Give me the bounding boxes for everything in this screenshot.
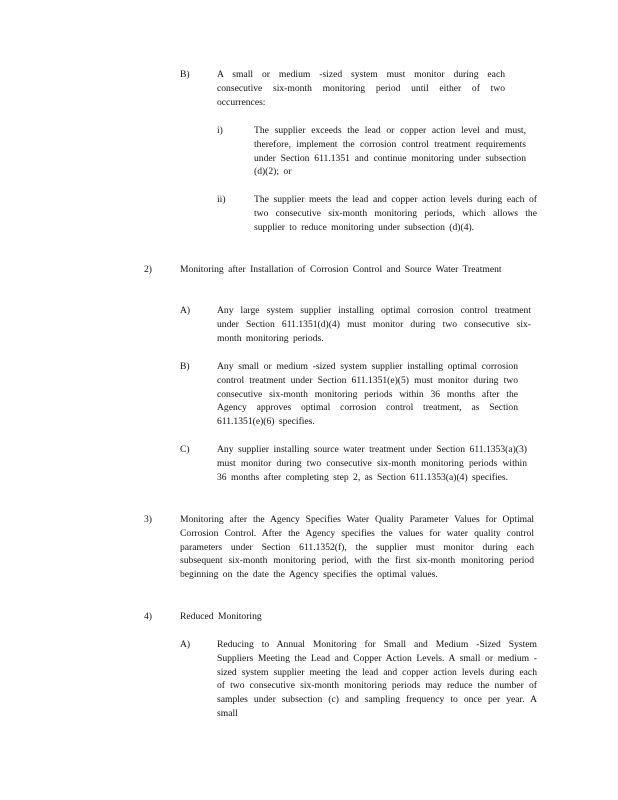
item-label-4a: A) bbox=[180, 639, 191, 650]
section-label-4: 4) bbox=[144, 611, 152, 622]
subitem-text-ii: The supplier meets the lead and copper action levels during each of two consecutive six-month monitoring periods, which allows the supplier to reduce monitoring under subsection (d)(4). bbox=[254, 194, 537, 233]
item-text-2a: Any large system supplier installing optimal corrosion control treatment under Section 611.1351(d)(4) must monitor during two consecutive six-month monitoring periods. bbox=[217, 305, 531, 344]
section-label-3: 3) bbox=[144, 514, 152, 525]
item-label-2b: B) bbox=[180, 361, 190, 372]
section-text-3: Monitoring after the Agency Specifies Water Quality Parameter Values for Optimal Corrosion Control. After the Agency specifies the values for water quality control parameters under Section 611.1352(f), the supplier must monitor during each subsequent six-month monitoring period, with the first six-month monitoring period beginning on the date the Agency specifies the optimal values. bbox=[180, 514, 534, 581]
subitem-label-ii: ii) bbox=[217, 194, 226, 205]
section-heading-4: Reduced Monitoring bbox=[180, 611, 262, 622]
item-text-2c: Any supplier installing source water treatment under Section 611.1353(a)(3) must monitor during two consecutive six-month monitoring periods within 36 months after completing step 2, as Section 611.1353(a)(4) specifies. bbox=[217, 444, 527, 483]
item-label-b: B) bbox=[180, 69, 190, 80]
subitem-text-i: The supplier exceeds the lead or copper action level and must, therefore, implement the corrosion control treatment requirements under Section 611.1351 and continue monitoring under subsection (d)(2); or bbox=[254, 125, 526, 178]
section-label-2: 2) bbox=[144, 264, 152, 275]
item-label-2a: A) bbox=[180, 305, 191, 316]
item-text-4a: Reducing to Annual Monitoring for Small and Medium -Sized System Suppliers Meeting the Lead and Copper Action Levels. A small or medium -sized system supplier meeting the lead and copper action levels during each of two consecutive six-month monitoring periods may reduce the number of samples under subsection (c) and sampling frequency to once per year. A small bbox=[217, 639, 537, 719]
item-label-2c: C) bbox=[180, 444, 190, 455]
item-text-b: A small or medium -sized system must monitor during each consecutive six-month monitoring period until either of two occurrences: bbox=[217, 69, 505, 108]
subitem-label-i: i) bbox=[217, 125, 223, 136]
item-text-2b: Any small or medium -sized system supplier installing optimal corrosion control treatment under Section 611.1351(e)(5) must monitor during two consecutive six-month monitoring periods within 36 months after the Agency approves optimal corrosion control treatment, as Section 611.1351(e)(6) specifies. bbox=[217, 361, 518, 428]
section-heading-2: Monitoring after Installation of Corrosion Control and Source Water Treatment bbox=[180, 264, 502, 275]
